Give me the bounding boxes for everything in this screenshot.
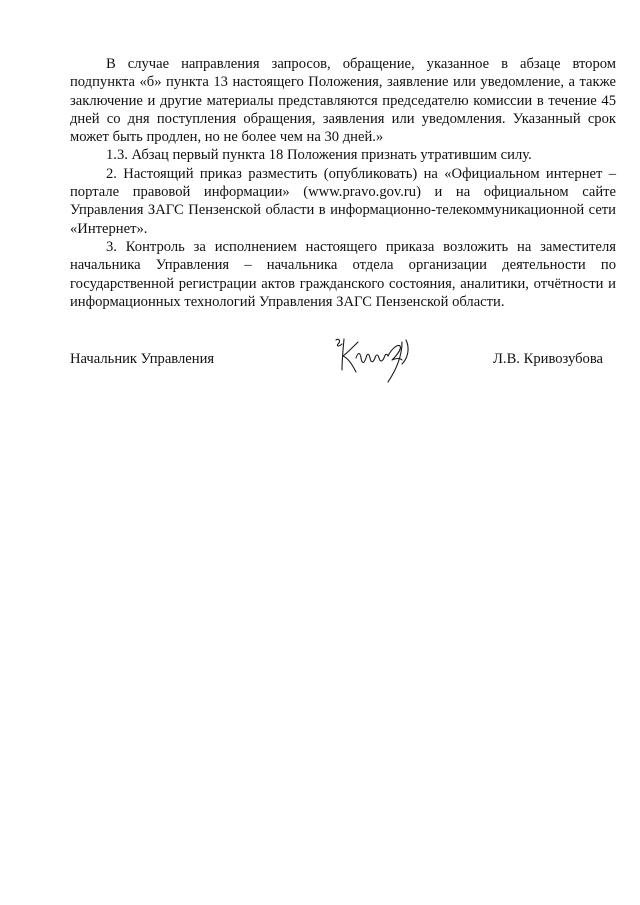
paragraph-review-period: В случае направления запросов, обращение, указанное в абзаце втором подпункта «б» пункта 13 настоящего Положения, заявление или уведомление, а также заключение и другие материалы представляются председателю комиссии в течение 45 дней со дня поступления обращения, заявления или уведомления. Указанный срок может быть продлен, но не более чем на 30 дней.» [70,56,616,146]
signatory-name: Л.В. Кривозубова [493,351,603,367]
paragraph-2-publication: 2. Настоящий приказ разместить (опубликовать) на «Официальном интернет – портале правовой информации» (www.pravo.gov.ru) и на официальном сайте Управления ЗАГС Пензенской области в информационно-телекоммуникационной сети «Интернет». [70,165,616,237]
signature-block [70,348,616,388]
document-body [70,55,616,311]
paragraph-1-3: 1.3. Абзац первый пункта 18 Положения признать утратившим силу. [106,147,532,164]
signatory-position: Начальник Управления [70,351,215,367]
paragraph-3-control: 3. Контроль за исполнением настоящего приказа возложить на заместителя начальника Управления – начальника отдела организации деятельности по государственной регистрации актов гражданского состояния, аналитики, отчётности и информационных технологий Управления ЗАГС Пензенской области. [70,238,616,310]
handwritten-signature [330,336,422,384]
